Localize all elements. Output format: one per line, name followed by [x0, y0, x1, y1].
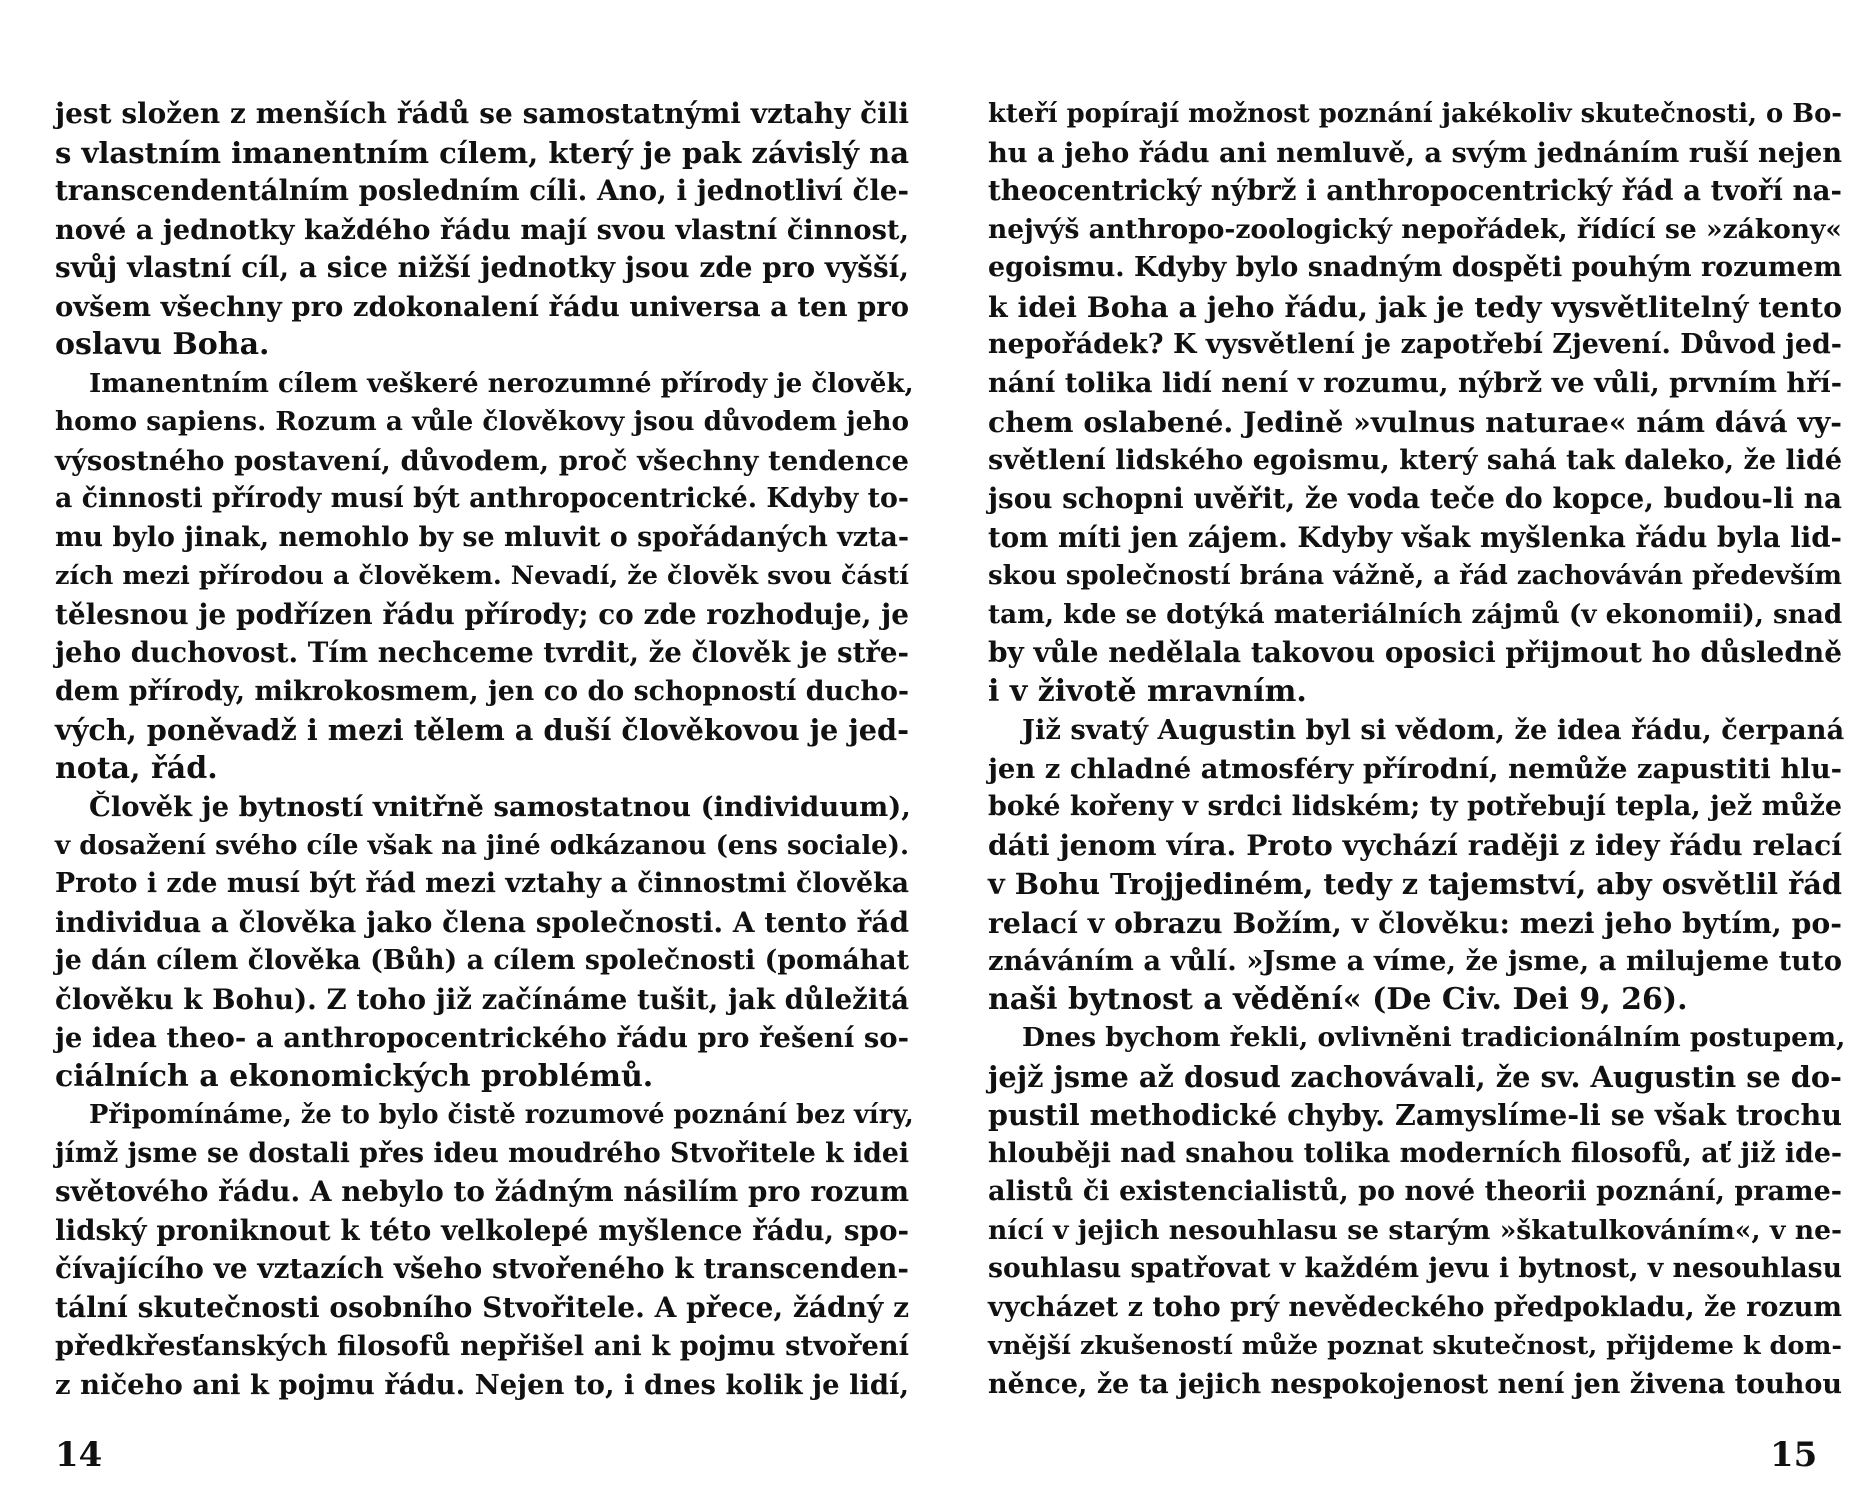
- text-line: oslavu Boha.: [55, 327, 270, 362]
- text-line: theocentrický nýbrž i anthropocentrický řád a tvoří na-: [988, 174, 1842, 207]
- text-line: Připomínáme, že to bylo čistě rozumové poznání bez víry,: [89, 1100, 914, 1130]
- text-line: s vlastním imanentním cílem, který je pak závislý na: [55, 135, 910, 170]
- text-line: v dosažení svého cíle však na jiné odkázanou (ens sociale).: [55, 830, 909, 861]
- text-line: jsou schopni uvěřit, že voda teče do kopce, budou-li na: [988, 482, 1842, 515]
- text-line: k idei Boha a jeho řádu, jak je tedy vysvětlitelný tento: [988, 289, 1842, 324]
- text-line: ciálních a ekonomických problémů.: [55, 1058, 654, 1094]
- text-line: nejvýš anthropo-zoologický nepořádek, řídící se »zákony«: [988, 213, 1842, 245]
- text-line: tam, kde se dotýká materiálních zájmů (v ekonomii), snad: [988, 598, 1843, 630]
- text-line: naši bytnost a vědění« (De Civ. Dei 9, 26).: [988, 981, 1688, 1017]
- right-page-number: 15: [1770, 1435, 1818, 1475]
- text-line: svůj vlastní cíl, a sice nižší jednotky jsou zde pro vyšší,: [55, 251, 909, 284]
- text-line: dem přírody, mikrokosmem, jen co do schopností ducho-: [55, 675, 909, 707]
- text-line: kteří popírají možnost poznání jakékoliv skutečnosti, o Bo-: [988, 99, 1842, 129]
- text-line: relací v obrazu Božím, v člověku: mezi jeho bytím, po-: [988, 905, 1842, 940]
- text-line: je idea theo- a anthropocentrického řádu pro řešení so-: [55, 1022, 909, 1054]
- text-line: nání tolika lidí není v rozumu, nýbrž ve vůli, prvním hří-: [988, 367, 1842, 399]
- text-line: i v životě mravním.: [988, 673, 1307, 709]
- right-page-text: [988, 95, 1846, 1404]
- text-line: mu bylo jinak, nemohlo by se mluvit o spořádaných vzta-: [55, 521, 909, 553]
- text-line: jen z chladné atmosféry přírodní, nemůže zapustiti hlu-: [988, 752, 1842, 785]
- text-line: nota, řád.: [55, 750, 218, 786]
- text-line: jímž jsme se dostali přes ideu moudrého Stvořitele k idei: [55, 1137, 909, 1169]
- text-line: světlení lidského egoismu, který sahá tak daleko, že lidé: [988, 444, 1842, 476]
- text-line: hlouběji nad snahou tolika moderních filosofů, ať již ide-: [988, 1137, 1843, 1169]
- text-line: chem oslabené. Jedině »vulnus naturae« nám dává vy-: [988, 405, 1842, 439]
- text-line: tom míti jen zájem. Kdyby však myšlenka řádu byla lid-: [988, 520, 1842, 554]
- text-line: jeho duchovost. Tím nechceme tvrdit, že člověk je stře-: [55, 636, 909, 669]
- text-line: dáti jenom víra. Proto vychází raději z idey řádu relací: [988, 828, 1842, 862]
- text-line: jejž jsme až dosud zachovávali, že sv. Augustin se do-: [988, 1059, 1842, 1094]
- left-page-text: [55, 95, 914, 1404]
- text-line: alistů či existencialistů, po nové theorii poznání, prame-: [988, 1176, 1842, 1207]
- text-line: lidský proniknout k této velkolepé myšlence řádu, spo-: [55, 1213, 909, 1247]
- text-line: nové a jednotky každého řádu mají svou vlastní činnost,: [55, 213, 909, 246]
- text-line: nepořádek? K vysvětlení je zapotřebí Zjevení. Důvod jed-: [988, 329, 1842, 360]
- text-line: předkřesťanských filosofů nepřišel ani k pojmu stvoření: [55, 1330, 909, 1362]
- text-line: znáváním a vůlí. »Jsme a víme, že jsme, a milujeme tuto: [988, 945, 1842, 977]
- text-line: v Bohu Trojjediném, tedy z tajemství, aby osvětlil řád: [988, 867, 1842, 901]
- text-line: výsostného postavení, důvodem, proč všechny tendence: [55, 444, 909, 477]
- left-page-number: 14: [55, 1435, 103, 1475]
- text-line: člověku k Bohu). Z toho již začínáme tušit, jak důležitá: [55, 982, 909, 1016]
- text-line: ovšem všechny pro zdokonalení řádu universa a ten pro: [55, 290, 909, 323]
- text-line: Imanentním cílem veškeré nerozumné přírody je člověk,: [89, 367, 914, 399]
- text-line: z ničeho ani k pojmu řádu. Nejen to, i dnes kolik je lidí,: [55, 1368, 909, 1401]
- text-line: zích mezi přírodou a člověkem. Nevadí, že člověk svou částí: [55, 561, 909, 591]
- text-line: a činnosti přírody musí být anthropocentrické. Kdyby to-: [55, 483, 909, 514]
- text-line: skou společností brána vážně, a řád zachováván především: [988, 561, 1842, 591]
- text-line: vnější zkušeností může poznat skutečnost, přijdeme k dom-: [988, 1331, 1842, 1361]
- text-line: Člověk je bytností vnitřně samostatnou (individuum),: [89, 791, 911, 823]
- text-line: nící v jejich nesouhlasu se starým »škatulkováním«, v ne-: [988, 1214, 1842, 1246]
- text-line: pustil methodické chyby. Zamyslíme-li se však trochu: [988, 1098, 1842, 1132]
- text-line: vých, poněvadž i mezi tělem a duší člověkovou je jed-: [55, 713, 909, 747]
- text-line: transcendentálním posledním cíli. Ano, i jednotliví čle-: [55, 174, 909, 207]
- text-line: by vůle nedělala takovou oposici přijmout ho důsledně: [988, 636, 1842, 669]
- text-line: boké kořeny v srdci lidském; ty potřebují tepla, jež může: [988, 791, 1842, 822]
- text-line: Již svatý Augustin byl si vědom, že idea řádu, čerpaná: [1022, 714, 1845, 746]
- text-line: čívajícího ve vztazích všeho stvořeného k transcenden-: [55, 1252, 909, 1285]
- text-line: tělesnou je podřízen řádu přírody; co zde rozhoduje, je: [55, 597, 909, 631]
- text-line: Proto i zde musí být řád mezi vztahy a činnostmi člověka: [55, 868, 909, 899]
- text-line: jest složen z menších řádů se samostatnými vztahy čili: [55, 97, 909, 130]
- text-line: homo sapiens. Rozum a vůle člověkovy jsou důvodem jeho: [55, 406, 909, 437]
- text-line: Dnes bychom řekli, ovlivněni tradicionálním postupem,: [1022, 1022, 1846, 1053]
- text-line: světového řádu. A nebylo to žádným násilím pro rozum: [55, 1175, 909, 1208]
- text-line: souhlasu spatřovat v každém jevu i bytnost, v nesouhlasu: [988, 1253, 1842, 1284]
- text-line: tální skutečnosti osobního Stvořitele. A přece, žádný z: [55, 1290, 909, 1324]
- text-line: egoismu. Kdyby bylo snadným dospěti pouhým rozumem: [988, 252, 1842, 283]
- text-line: vycházet z toho prý nevědeckého předpokladu, že rozum: [988, 1291, 1842, 1323]
- text-line: individua a člověka jako člena společnosti. A tento řád: [55, 905, 909, 939]
- text-line: něnce, že ta jejich nespokojenost není jen živena touhou: [988, 1368, 1842, 1400]
- text-line: hu a jeho řádu ani nemluvě, a svým jednáním ruší nejen: [988, 136, 1843, 169]
- text-line: je dán cílem člověka (Bůh) a cílem společnosti (pomáhat: [55, 945, 909, 976]
